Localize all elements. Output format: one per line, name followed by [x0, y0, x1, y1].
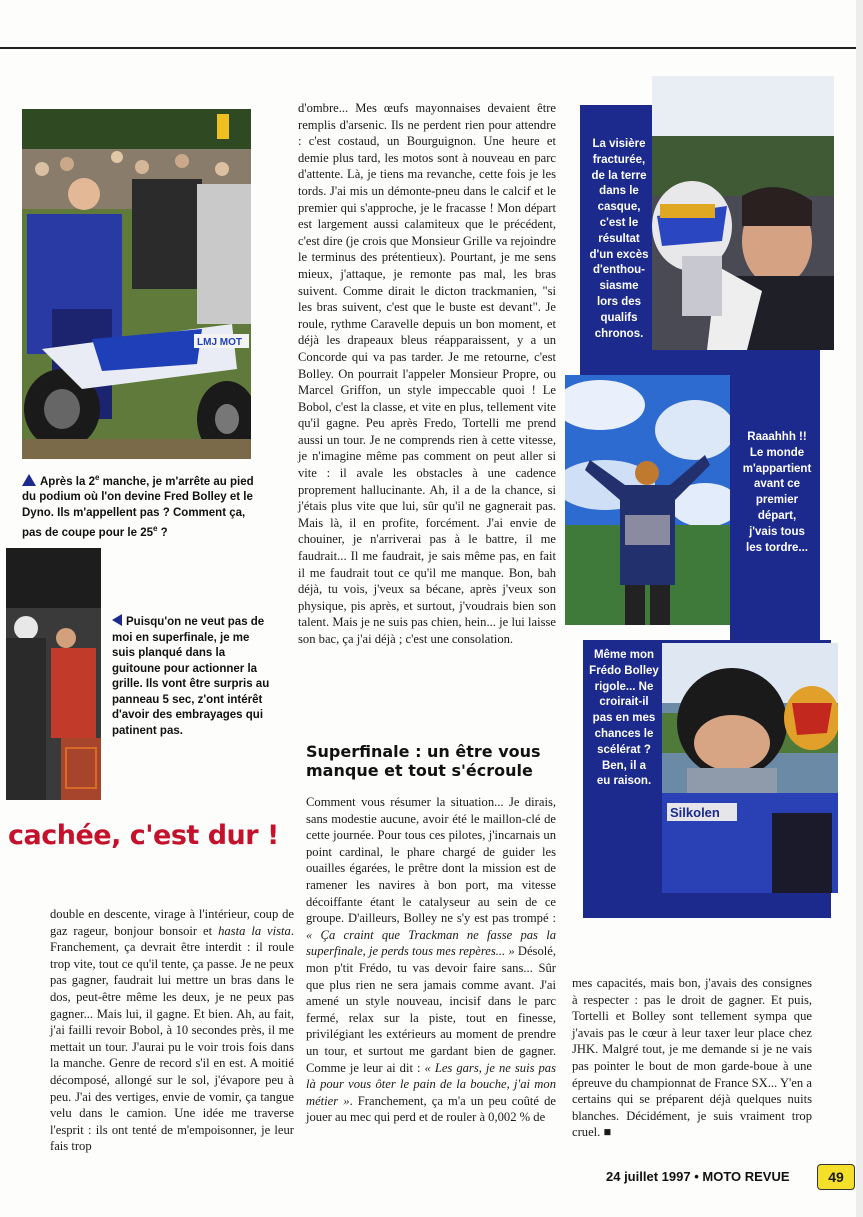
- photo-visiere: [652, 76, 834, 350]
- page-footer: [606, 1169, 790, 1184]
- photo-guitoune: [6, 548, 101, 800]
- column-middle-top: d'ombre... Mes œufs mayonnaises devaient être remplis d'arsenic. Ils ne perdent rien pour attendre : c'est costaud, un Bourguignon. Une heure et demie plus tard, les motos sont à nouveau en parc d'attente. Là, je tiens ma revanche, cette fois je les tords. J'ai mis un démonte-pneu dans le calcif et le premier qui s'approche, je le fracasse ! Mon départ est largement aussi calamiteux que le précédent, c'est dire (je crois que Monsieur Grille va rejoindre le terminus des prétentieux). Pourtant, je me sens mieux, j'attaque, je remonte pas mal, les bras suivent. Comme dirait le dicton trackmanien, "si les bras suivent, c'est que le buste est devant". Je roule, rythme Caravelle depuis un bon moment, et déjà les drapeaux bleus réapparaissent, y a un Concorde qui va pas tarder. Je me retourne, c'est Bolley. On pourrait l'appeler Monsieur Propre, ou Marcel Griffon, un style impeccable quoi ! Le Bobol, c'est la classe, et vite en plus, tellement vite qu'il gagne. Peu après Fredo, Tortelli me prend aussi un tour. Je ne comprends rien à cette vitesse, je n'imagine même pas comment on peut aller si vite : il avale les obstacles à une cadence proprement hallucinante. Ah, il a de la chance, si j'étais plus vite que lui, sûr qu'il ne gagnerait pas. Mais là, il en profite, forcément. J'ai envie de chouiner, je n'arriverai pas à le battre, il me faudrait... Il me faudrait, je sais même pas, en fait il me faudrait tout ce qu'il me manque. Bon, bah déjà, tu vois, j'veux sa bécane, après j'veux son physique, pis après, et surtout, j'voudrais bien son talent. Mais je ne suis pas chien, hein... je lui laisse son bac, ça j'ai déjà ; c'est une consolation.: [298, 101, 556, 646]
- caption-visiere: La visière fracturée, de la terre dans le casque, c'est le résultat d'un excès d'enthou- siasme lors des qualifs chronos.: [589, 138, 649, 340]
- caption-fredo: Même mon Frédo Bolley rigole... Ne croirait-il pas en mes chances le scélérat ? Ben, il a eu raison.: [589, 649, 659, 788]
- page-number: 49: [817, 1164, 855, 1190]
- headline: cachée, c'est dur !: [8, 820, 279, 851]
- top-rule: [0, 47, 858, 49]
- column-right: mes capacités, mais bon, j'avais des consignes à respecter : pas le droit de gagner. Et puis, Tortelli et Bolley sont tellement sympa que j'avais pas le cœur à leur taxer leur place chez JHK. Malgré tout, je me demande si je ne vais pas pointer le bout de mon garde-boue à une épreuve du championnat de France SX... Y'en a certains qui se préparent déjà quelques nuits blanches. Décidément, je suis vraiment trop cruel. ■: [572, 976, 812, 1140]
- end-mark-icon: ■: [603, 1125, 612, 1140]
- page-edge: [856, 0, 863, 1217]
- section-subheading: Superfinale : un être vous manque et tout s'écroule: [306, 742, 541, 780]
- triangle-left-icon: [112, 614, 122, 626]
- footer-bullet: •: [694, 1169, 699, 1184]
- caption-monde: Raaahhh !! Le monde m'appartient avant ce premier départ, j'vais tous les tordre...: [742, 431, 812, 554]
- footer-magazine: MOTO REVUE: [702, 1169, 790, 1184]
- triangle-up-icon: [22, 474, 36, 486]
- caption-podium: Après la 2e manche, je m'arrête au pied du podium où l'on devine Fred Bolley et le Dyno. Ils m'appellent pas ? Comment ça, pas de coupe pour le 25e ?: [22, 473, 254, 540]
- bike-plate-text: LMJ MOT: [197, 337, 242, 348]
- photo-podium-rider: [22, 109, 251, 459]
- footer-date: 24 juillet 1997: [606, 1169, 691, 1184]
- sponsor-text: Silkolen: [670, 805, 720, 820]
- caption-guitoune: Puisqu'on ne veut pas de moi en superfinale, je me suis planqué dans la guitoune pour actionner la grille. Ils vont être surpris au panneau 5 sec, z'ont intérêt d'avoir des embrayages qui patinent pas.: [112, 616, 270, 737]
- photo-fredo: [662, 643, 838, 893]
- column-middle-bottom: Comment vous résumer la situation... Je dirais, sans modestie aucune, avoir été le maillon-clé de cette journée. Pour tous ces pilotes, j'incarnais un point cardinal, le phare chargé de guider les ouailles égarées, le prêtre dont la mission est de ramener les navires à bon port, ma vitesse décoiffante étant le catalyseur au sein de ce groupe. D'ailleurs, Bolley ne s'y est pas trompé : « Ça craint que Trackman ne fasse pas la superfinale, je perds tous mes repères... » Désolé, mon p'tit Frédo, tu vas devoir faire sans... Sûr que plus rien ne sera jamais comme avant. J'ai amené un style nouveau, incisif dans le parc fermé, relax sur la piste, tout en finesse, privilégiant les extérieurs au moment de prendre un tour, et surtout me gardant bien de gagner. Comme je leur ai dit : « Les gars, je ne suis pas là pour vous ôter le pain de la bouche, j'ai mon métier ». Franchement, ça m'a un peu coûté de jouer au mec qui perd et de rouler à 0,002 % de: [306, 795, 556, 1125]
- column-left: double en descente, virage à l'intérieur, coup de gaz rageur, bonjour bonsoir et hasta la vista. Franchement, ça devrait être interdit : il roule trop vite, tout ce qu'il tente, ça passe. Je ne peux pas gagner, faudrait lui mettre un bras dans le dos, peut-être même les deux, je ne peux pas gagner... Mais lui, il gagne. Et bien. Ah, au fait, j'ai failli revoir Bobol, à 10 secondes près, il me mettait un tour. J'aurai pu le voir trois fois dans la manche. Genre de record s'il en est. A moitié décomposé, allongé sur le sol, j'évapore peu à peu. J'ai des vertiges, envie de vomir, ça tangue velu dans le camion. Une idée me traverse l'esprit : ils ont tenté de m'empoisonner, je leur fais trop: [50, 907, 295, 1154]
- photo-monde: [565, 375, 730, 625]
